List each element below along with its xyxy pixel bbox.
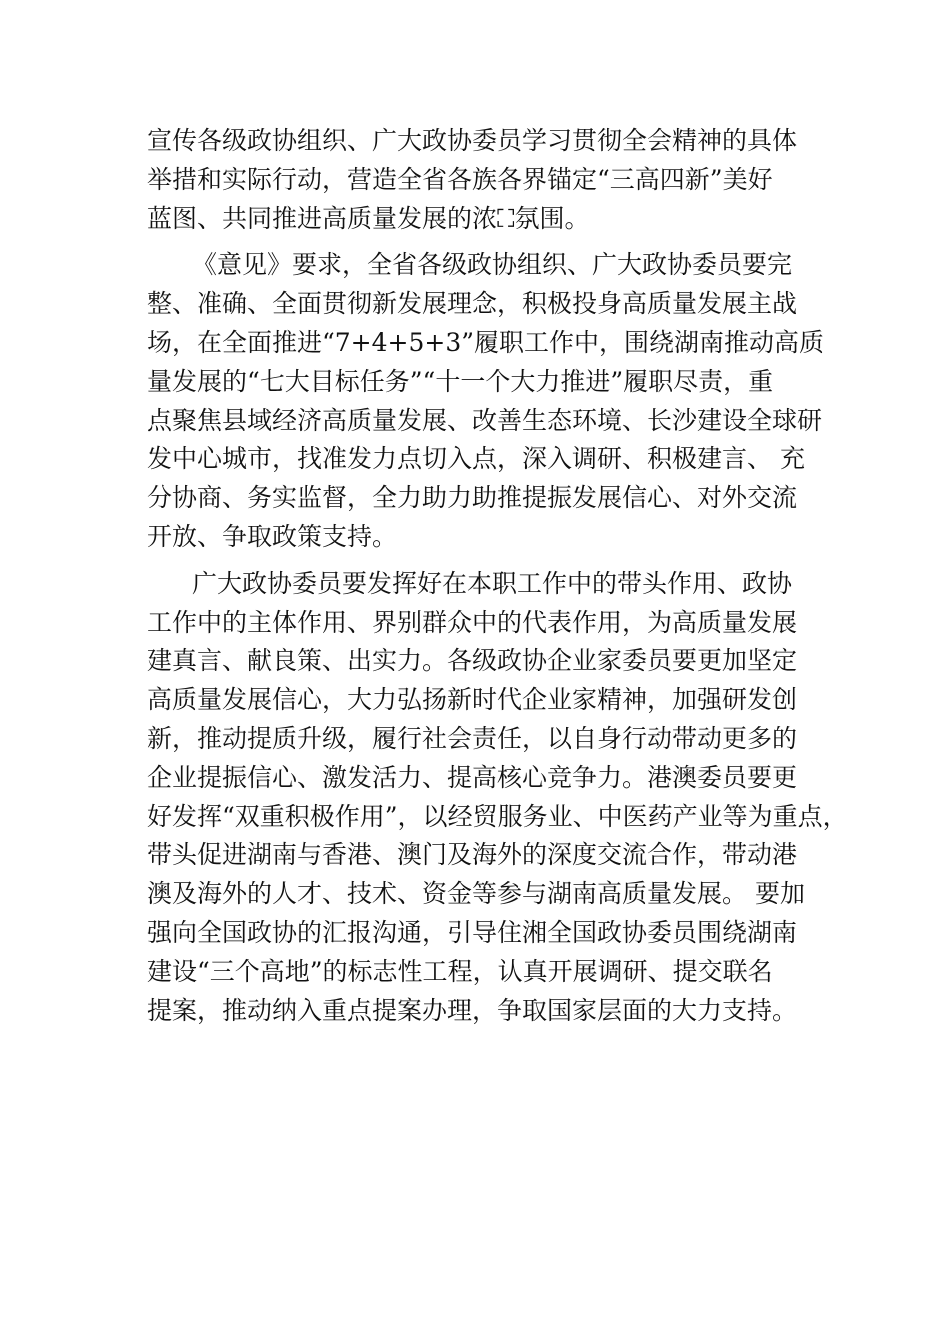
text-line: 分协商、务实监督，全力助力助推提振发展信心、对外交流	[147, 483, 798, 513]
text-line: 新，推动提质升级，履行社会责任，以自身行动带动更多的	[147, 723, 798, 753]
text-line: 建设“三个高地”的标志性工程，认真开展调研、提交联名	[147, 956, 773, 986]
text-line: 发中心城市，找准发力点切入点，深入调研、积极建言、 充	[147, 444, 805, 474]
text-line: 强向全国政协的汇报沟通，引导住湘全国政协委员围绕湖南	[147, 917, 798, 947]
text-line: 场，在全面推进“7+4+5+3”履职工作中，围绕湖南推动高质	[147, 327, 825, 357]
text-line: 量发展的“七大目标任务”“十一个大力推进”履职尽责，重	[147, 366, 774, 396]
document-body	[147, 122, 848, 1030]
text-line: 企业提振信心、激发活力、提高核心竞争力。港澳委员要更	[147, 762, 798, 792]
text-line: 《意见》要求，全省各级政协组织、广大政协委员要完	[192, 250, 793, 280]
text-line: 好发挥“双重积极作用”，以经贸服务业、中医药产业等为重点，	[147, 801, 848, 831]
text-line: 蓝图、共同推进高质量发展的浓⛶氛围。	[147, 203, 590, 233]
text-line: 开放、争取政策支持。	[147, 521, 398, 551]
text-line: 点聚焦县域经济高质量发展、改善生态环境、长沙建设全球研	[147, 405, 823, 435]
text-line: 建真言、献良策、出实力。各级政协企业家委员要更加坚定	[147, 646, 798, 676]
paragraph-3	[147, 565, 848, 1031]
text-line: 工作中的主体作用、界别群众中的代表作用，为高质量发展	[147, 607, 798, 637]
text-line: 提案，推动纳入重点提案办理，争取国家层面的大力支持。	[147, 995, 798, 1025]
text-line: 举措和实际行动，营造全省各族各界锚定“三高四新”美好	[147, 164, 773, 194]
text-line: 澳及海外的人才、技术、资金等参与湖南高质量发展。 要加	[147, 879, 805, 909]
text-line: 宣传各级政协组织、广大政协委员学习贯彻全会精神的具体	[147, 126, 798, 155]
text-line: 整、准确、全面贯彻新发展理念，积极投身高质量发展主战	[147, 289, 798, 319]
text-line: 带头促进湖南与香港、澳门及海外的深度交流合作，带动港	[147, 840, 798, 870]
paragraph-2	[147, 246, 837, 556]
paragraph-1	[147, 122, 837, 238]
text-line: 高质量发展信心，大力弘扬新时代企业家精神，加强研发创	[147, 685, 798, 715]
text-line: 广大政协委员要发挥好在本职工作中的带头作用、政协	[192, 568, 793, 598]
